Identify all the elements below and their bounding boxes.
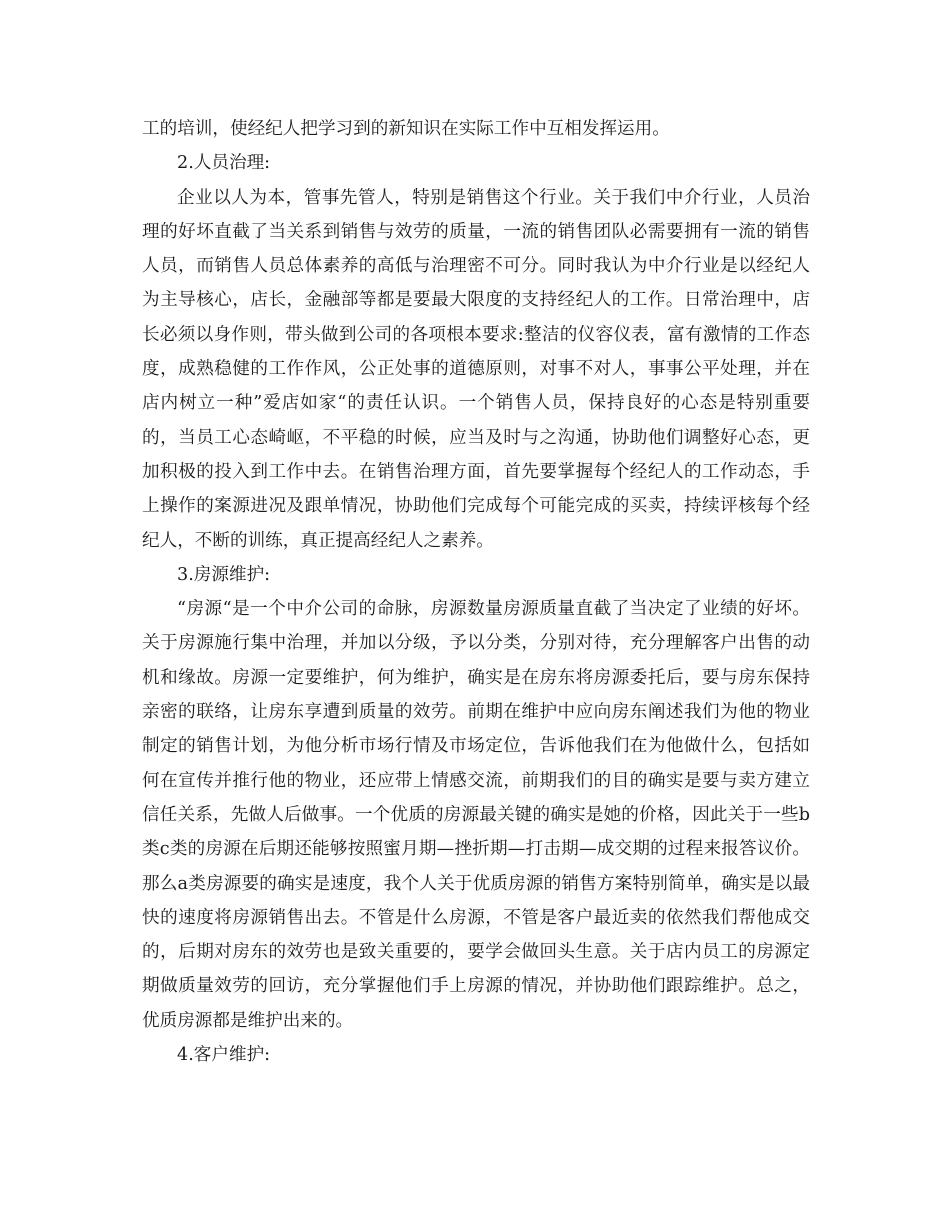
section-heading-personnel: 2.人员治理: — [177, 153, 271, 174]
section-heading-clients: 4.客户维护: — [177, 1045, 271, 1066]
paragraph-personnel: 企业以人为本，管事先管人，特别是销售这个行业。关于我们中介行业，人员治理的好坏直截了当关系到销售与效劳的质量，一流的销售团队必需要拥有一流的销售人员，而销售人员总体素养的高低与治理密不可分。同时我认为中介行业是以经纪人为主导核心，店长，金融部等都是要最大限度的支持经纪人的工作。日常治理中，店长必须以身作则，带头做到公司的各项根本要求:整洁的仪容仪表，富有激情的工作态度，成熟稳健的工作作风，公正处事的道德原则，对事不对人，事事公平处理，并在店内树立一种”爱店如家“的责任认识。一个销售人员，保持良好的心态是特别重要的，当员工心态崎岖，不平稳的时候，应当及时与之沟通，协助他们调整好心态，更加积极的投入到工作中去。在销售治理方面，首先要掌握每个经纪人的工作动态，手上操作的案源进况及跟单情况，协助他们完成每个可能完成的买卖，持续评核每个经纪人，不断的训练，真正提高经纪人之素养。 — [142, 187, 810, 551]
paragraph-continuation: 工的培训，使经纪人把学习到的新知识在实际工作中互相发挥运用。 — [142, 119, 670, 139]
paragraph-listings: “房源“是一个中介公司的命脉，房源数量房源质量直截了当决定了业绩的好坏。关于房源施行集中治理，并加以分级，予以分类，分别对待，充分理解客户出售的动机和缘故。房源一定要维护，何为维护，确实是在房东将房源委托后，要与房东保持亲密的联络，让房东享遭到质量的效劳。前期在维护中应向房东阐述我们为他的物业制定的销售计划，为他分析市场行情及市场定位，告诉他我们在为他做什么，包括如何在宣传并推行他的物业，还应带上情感交流，前期我们的目的确实是要与卖方建立信任关系，先做人后做事。一个优质的房源最关键的确实是她的价格，因此关于一些b类c类的房源在后期还能够按照蜜月期—挫折期—打击期—成交期的过程来报答议价。那么a类房源要的确实是速度，我个人关于优质房源的销售方案特别简单，确实是以最快的速度将房源销售出去。不管是什么房源，不管是客户最近卖的依然我们帮他成交的，后期对房东的效劳也是致关重要的，要学会做回头生意。关于店内员工的房源定期做质量效劳的回访，充分掌握他们手上房源的情况，并协助他们跟踪维护。总之，优质房源都是维护出来的。 — [142, 599, 810, 1031]
section-heading-listings: 3.房源维护: — [177, 564, 271, 585]
document-page — [142, 112, 810, 1072]
